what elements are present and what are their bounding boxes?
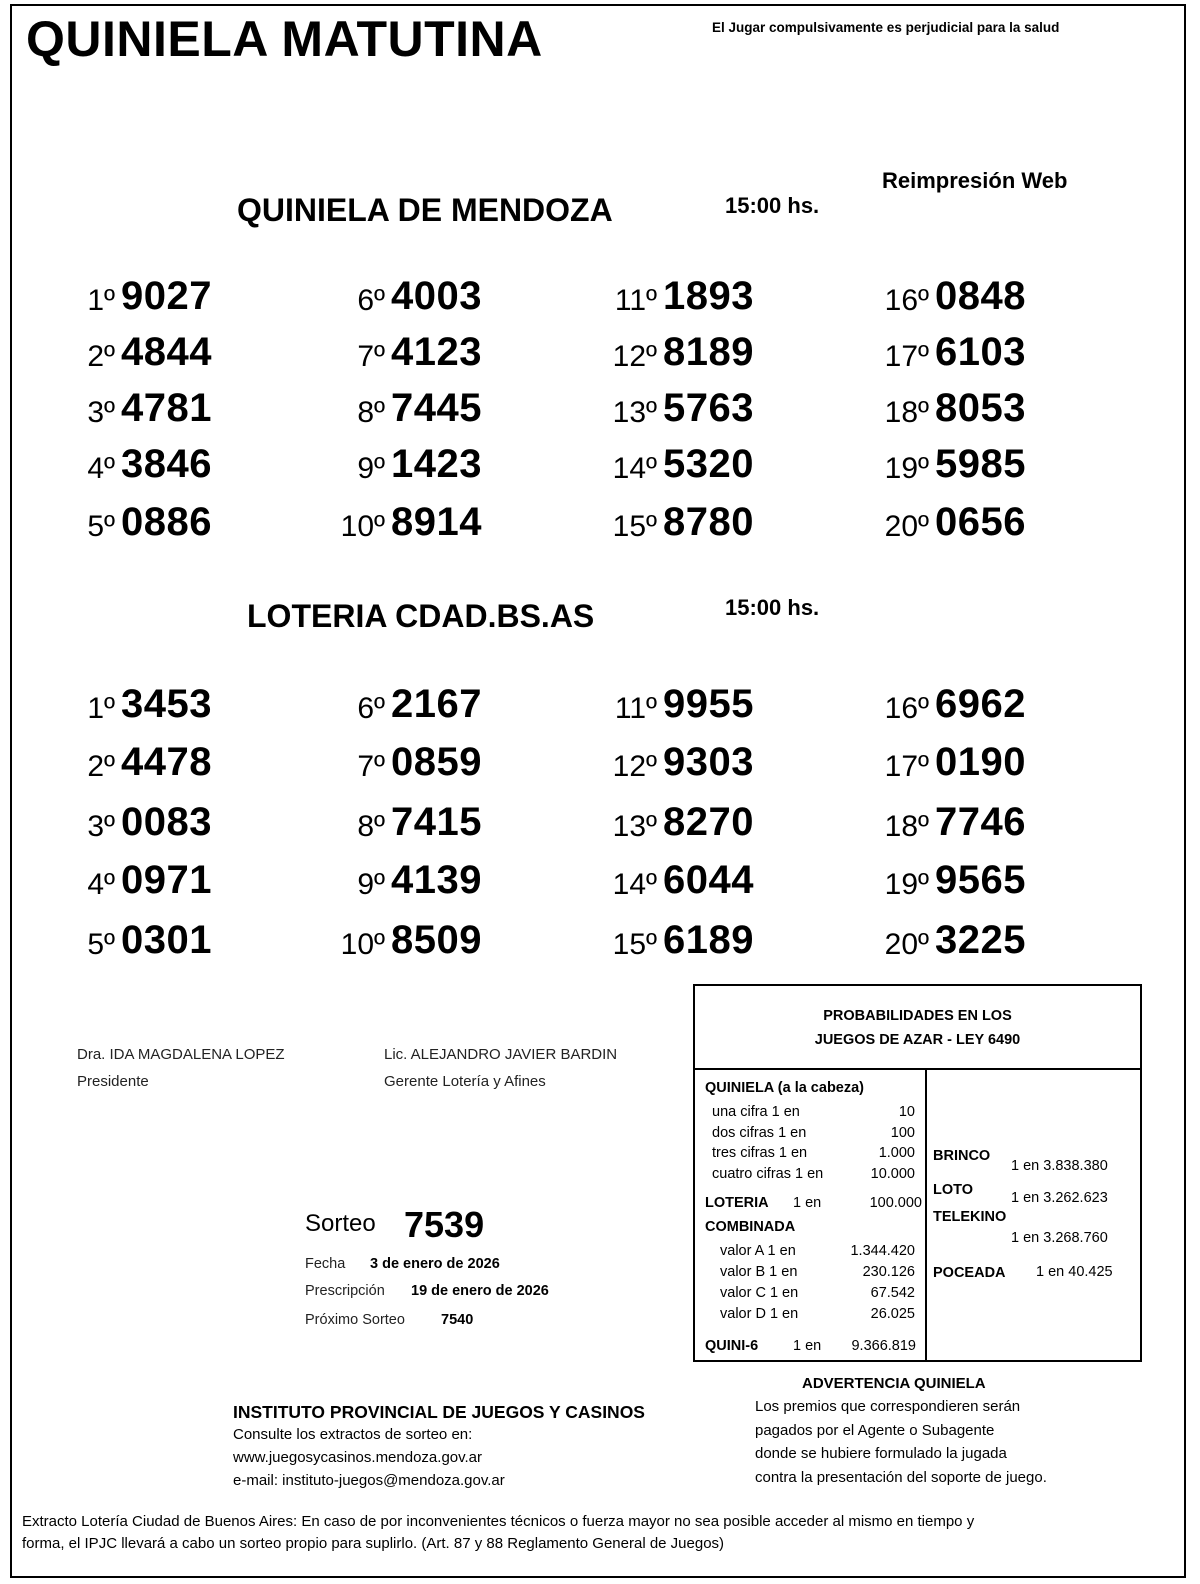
result-position: 5º [87, 510, 115, 543]
president-role: Presidente [77, 1073, 149, 1090]
result-position: 11º [614, 692, 657, 725]
result-position: 4º [87, 868, 115, 901]
result-number: 8780 [663, 500, 754, 544]
result-item [814, 386, 1034, 438]
result-position: 8º [357, 396, 385, 429]
manager-role: Gerente Lotería y Afines [384, 1073, 546, 1090]
fecha-label: Fecha [305, 1256, 346, 1272]
result-item [542, 274, 762, 326]
result-position: 3º [87, 810, 115, 843]
institute-website-link[interactable]: www.juegosycasinos.mendoza.gov.ar [233, 1449, 483, 1466]
result-number: 2167 [391, 682, 482, 726]
result-item [542, 858, 762, 910]
result-item [542, 386, 762, 438]
result-position: 18º [884, 810, 929, 843]
result-item [0, 858, 220, 910]
result-number: 0190 [935, 740, 1026, 784]
result-number: 9303 [663, 740, 754, 784]
result-item [814, 918, 1034, 970]
mendoza-draw-time: 15:00 hs. [725, 193, 820, 218]
result-item [270, 330, 490, 382]
result-position: 2º [87, 750, 115, 783]
proximo-sorteo-value: 7540 [441, 1312, 474, 1328]
result-item [0, 500, 220, 552]
combinada-probability-label: valor A 1 en [720, 1243, 796, 1259]
page-title: QUINIELA MATUTINA [26, 11, 543, 67]
result-number: 8509 [391, 918, 482, 962]
institute-name: INSTITUTO PROVINCIAL DE JUEGOS Y CASINOS [233, 1402, 645, 1422]
result-position: 19º [884, 452, 929, 485]
result-number: 0971 [121, 858, 212, 902]
result-position: 1º [87, 692, 115, 725]
result-position: 7º [357, 340, 385, 373]
result-item [814, 800, 1034, 852]
result-item [814, 682, 1034, 734]
result-position: 15º [612, 928, 657, 961]
result-position: 16º [884, 284, 929, 317]
result-item [270, 740, 490, 792]
result-item [270, 918, 490, 970]
result-position: 18º [884, 396, 929, 429]
quini6-probability-value: 9.366.819 [851, 1338, 916, 1354]
result-number: 0301 [121, 918, 212, 962]
result-number: 4123 [391, 330, 482, 374]
institute-consult-text: Consulte los extractos de sorteo en: [233, 1426, 473, 1443]
quiniela-probability-title: QUINIELA (a la cabeza) [705, 1080, 865, 1096]
combinada-probability-label: valor D 1 en [720, 1306, 799, 1322]
result-number: 3846 [121, 442, 212, 486]
result-item [814, 740, 1034, 792]
loteria-probability-label: LOTERIA [705, 1195, 769, 1211]
advertencia-line: pagados por el Agente o Subagente [755, 1421, 995, 1439]
result-number: 0859 [391, 740, 482, 784]
result-item [0, 442, 220, 494]
sorteo-number: 7539 [404, 1204, 485, 1245]
result-item [270, 682, 490, 734]
result-number: 1893 [663, 274, 754, 318]
fecha-value: 3 de enero de 2026 [370, 1256, 500, 1272]
quiniela-probability-value: 100 [890, 1124, 915, 1141]
quiniela-probability-value: 10.000 [870, 1165, 915, 1182]
proximo-sorteo-label: Próximo Sorteo [305, 1312, 405, 1328]
result-number: 4781 [121, 386, 212, 430]
result-position: 20º [884, 928, 929, 961]
result-item [814, 330, 1034, 382]
president-name: Dra. IDA MAGDALENA LOPEZ [77, 1046, 285, 1063]
quini6-probability-label: QUINI-6 [705, 1338, 759, 1354]
result-position: 4º [87, 452, 115, 485]
prescripcion-label: Prescripción [305, 1283, 385, 1299]
footer-note-line2: forma, el IPJC llevará a cabo un sorteo propio para suplirlo. (Art. 87 y 88 Reglamento General de Juegos) [22, 1535, 725, 1552]
reprint-label: Reimpresión Web [882, 168, 1068, 193]
combinada-probability-value: 67.542 [870, 1285, 915, 1301]
result-number: 5763 [663, 386, 754, 430]
result-item [270, 800, 490, 852]
result-item [270, 442, 490, 494]
result-position: 6º [357, 284, 385, 317]
loteria-probability-mid: 1 en [793, 1195, 822, 1211]
result-position: 17º [884, 340, 929, 373]
result-number: 4844 [121, 330, 212, 374]
result-item [542, 442, 762, 494]
result-number: 6962 [935, 682, 1026, 726]
result-number: 7746 [935, 800, 1026, 844]
result-number: 7415 [391, 800, 482, 844]
result-position: 20º [884, 510, 929, 543]
probabilities-divider [925, 1070, 927, 1362]
result-number: 6044 [663, 858, 754, 902]
result-number: 4003 [391, 274, 482, 318]
result-item [542, 918, 762, 970]
result-item [0, 274, 220, 326]
result-item [542, 800, 762, 852]
poceada-probability-label: POCEADA [933, 1265, 1006, 1281]
result-item [0, 330, 220, 382]
result-number: 3225 [935, 918, 1026, 962]
result-number: 4478 [121, 740, 212, 784]
result-item [0, 386, 220, 438]
result-position: 13º [612, 396, 657, 429]
result-number: 9027 [121, 274, 212, 318]
quiniela-probability-value: 10 [898, 1104, 915, 1120]
result-number: 3453 [121, 682, 212, 726]
advertencia-line: contra la presentación del soporte de juego. [755, 1468, 1047, 1486]
sorteo-label: Sorteo [305, 1210, 376, 1237]
result-number: 8270 [663, 800, 754, 844]
result-item [270, 386, 490, 438]
result-item [270, 858, 490, 910]
result-item [542, 740, 762, 792]
combinada-probability-value: 1.344.420 [850, 1243, 915, 1259]
result-position: 17º [884, 750, 929, 783]
prescripcion-value: 19 de enero de 2026 [411, 1283, 549, 1299]
result-number: 0886 [121, 500, 212, 544]
advertencia-title: ADVERTENCIA QUINIELA [802, 1375, 986, 1392]
quiniela-probability-value: 1.000 [878, 1145, 915, 1161]
probabilities-box [693, 984, 1142, 1362]
combinada-probability-value: 26.025 [870, 1306, 915, 1322]
result-position: 7º [357, 750, 385, 783]
loto-probability-label: LOTO [933, 1182, 974, 1198]
result-position: 19º [884, 868, 929, 901]
loteria-probability-value: 100.000 [869, 1195, 922, 1211]
bsas-section-title: LOTERIA CDAD.BS.AS [247, 598, 595, 634]
result-position: 6º [357, 692, 385, 725]
bsas-draw-time: 15:00 hs. [725, 595, 820, 620]
result-number: 9565 [935, 858, 1026, 902]
result-position: 11º [614, 284, 657, 317]
result-item [542, 330, 762, 382]
brinco-probability-value: 1 en 3.838.380 [1011, 1158, 1108, 1174]
result-item [542, 500, 762, 552]
result-position: 12º [612, 750, 657, 783]
telekino-probability-value: 1 en 3.268.760 [1011, 1230, 1108, 1246]
result-position: 5º [87, 928, 115, 961]
result-item [814, 500, 1034, 552]
quiniela-probability-label: dos cifras 1 en [712, 1124, 807, 1141]
combinada-probability-title: COMBINADA [705, 1219, 796, 1235]
result-number: 8053 [935, 386, 1026, 430]
result-position: 3º [87, 396, 115, 429]
result-position: 15º [612, 510, 657, 543]
result-item [814, 274, 1034, 326]
probabilities-header [695, 986, 1140, 1070]
result-position: 10º [340, 510, 385, 543]
result-position: 9º [357, 868, 385, 901]
advertencia-line: Los premios que correspondieren serán [755, 1398, 1021, 1415]
poceada-probability-value: 1 en 40.425 [1036, 1264, 1113, 1280]
combinada-probability-value: 230.126 [862, 1264, 915, 1280]
result-item [0, 800, 220, 852]
combinada-probability-label: valor C 1 en [720, 1285, 799, 1301]
telekino-probability-label: TELEKINO [933, 1209, 1007, 1225]
institute-email-link[interactable]: e-mail: instituto-juegos@mendoza.gov.ar [233, 1472, 505, 1489]
manager-name: Lic. ALEJANDRO JAVIER BARDIN [384, 1046, 618, 1063]
probabilities-title-line1: PROBABILIDADES EN LOS [823, 1008, 1012, 1024]
quiniela-probability-label: cuatro cifras 1 en [712, 1165, 824, 1182]
result-number: 5985 [935, 442, 1026, 486]
result-item [270, 274, 490, 326]
quini6-probability-mid: 1 en [793, 1338, 822, 1354]
result-number: 9955 [663, 682, 754, 726]
result-position: 14º [612, 452, 657, 485]
result-position: 1º [87, 284, 115, 317]
combinada-probability-label: valor B 1 en [720, 1264, 798, 1280]
probabilities-title-line2: JUEGOS DE AZAR - LEY 6490 [814, 1032, 1021, 1048]
mendoza-section-title: QUINIELA DE MENDOZA [237, 192, 613, 228]
result-number: 6103 [935, 330, 1026, 374]
brinco-probability-label: BRINCO [933, 1148, 991, 1164]
result-number: 1423 [391, 442, 482, 486]
footer-note-line1: Extracto Lotería Ciudad de Buenos Aires: En caso de por inconvenientes técnicos o fuerza mayor no sea posible acceder al mismo en tiempo y [22, 1513, 975, 1530]
result-position: 8º [357, 810, 385, 843]
result-item [0, 682, 220, 734]
result-number: 0083 [121, 800, 212, 844]
result-item [542, 682, 762, 734]
loto-probability-value: 1 en 3.262.623 [1011, 1190, 1108, 1206]
result-item [0, 918, 220, 970]
result-number: 8189 [663, 330, 754, 374]
result-number: 8914 [391, 500, 482, 544]
result-position: 14º [612, 868, 657, 901]
result-item [0, 740, 220, 792]
result-number: 0848 [935, 274, 1026, 318]
result-number: 5320 [663, 442, 754, 486]
result-number: 0656 [935, 500, 1026, 544]
advertencia-line: donde se hubiere formulado la jugada [755, 1445, 1007, 1462]
result-item [814, 858, 1034, 910]
result-number: 6189 [663, 918, 754, 962]
result-number: 7445 [391, 386, 482, 430]
result-position: 13º [612, 810, 657, 843]
result-item [270, 500, 490, 552]
result-item [814, 442, 1034, 494]
health-warning: El Jugar compulsivamente es perjudicial para la salud [712, 20, 1060, 35]
result-position: 9º [357, 452, 385, 485]
result-position: 16º [884, 692, 929, 725]
result-position: 2º [87, 340, 115, 373]
quiniela-probability-label: una cifra 1 en [712, 1104, 800, 1120]
result-position: 10º [340, 928, 385, 961]
result-number: 4139 [391, 858, 482, 902]
quiniela-probability-label: tres cifras 1 en [712, 1145, 808, 1161]
result-position: 12º [612, 340, 657, 373]
